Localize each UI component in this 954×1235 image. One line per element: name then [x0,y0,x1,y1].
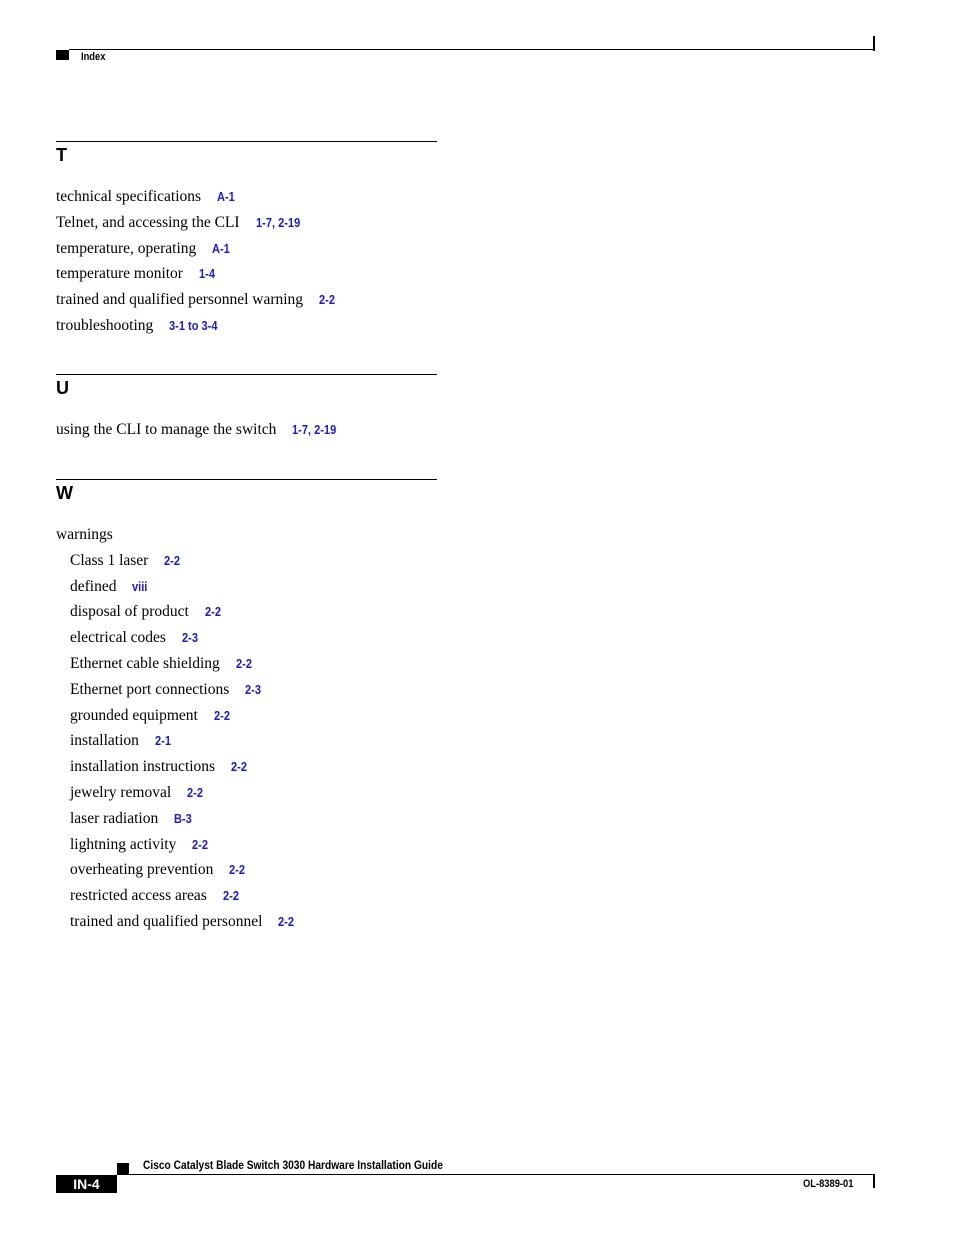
entry-page-link[interactable]: 2-2 [204,604,221,620]
entry-term: grounded equipment [70,706,198,724]
footer-page-number: IN-4 [56,1175,117,1193]
index-subentry [56,835,437,861]
entry-term: trained and qualified personnel [70,912,263,930]
entry-term: temperature monitor [56,265,183,283]
index-section-u [56,374,437,446]
index-subentry [56,809,437,835]
index-subentry [56,680,437,706]
index-subentry [56,577,437,603]
entry-term: Ethernet port connections [70,680,230,698]
section-rule [56,479,437,480]
entry-term: temperature, operating [56,239,197,257]
index-entry [56,420,437,446]
entry-term: defined [70,577,117,595]
entry-page-link[interactable]: 2-2 [164,552,181,568]
entry-list [56,187,437,342]
section-rule [56,141,437,142]
entry-page-link[interactable]: B-3 [174,810,193,826]
index-entry [56,187,437,213]
index-subentry [56,886,437,912]
entry-page-link[interactable]: A-1 [217,189,235,204]
entry-term: installation instructions [70,758,216,776]
footer-rule [117,1174,875,1175]
entry-page-link[interactable]: 2-2 [235,655,252,671]
entry-term: using the CLI to manage the switch [56,421,277,438]
entry-page-link[interactable]: 2-2 [231,759,248,775]
index-subentry [56,706,437,732]
section-rule [56,374,437,375]
section-letter: T [56,145,67,165]
index-subentry [56,757,437,783]
entry-term: Class 1 laser [70,551,149,569]
index-subentry [56,654,437,680]
entry-term: laser radiation [70,809,159,827]
entry-term: restricted access areas [70,887,207,905]
entry-term: Ethernet cable shielding [70,654,220,672]
section-letter: W [56,483,73,503]
entry-term: warnings [56,526,113,543]
entry-term: lightning activity [70,835,177,853]
entry-term: trained and qualified personnel warning [56,291,304,309]
entry-page-link[interactable]: 1-7, 2-19 [292,422,337,437]
entry-term: overheating prevention [70,861,214,879]
header-marker-block [56,50,69,60]
entry-term: Telnet, and accessing the CLI [56,213,240,231]
entry-page-link[interactable]: 2-2 [278,913,295,929]
entry-term: jewelry removal [70,783,172,801]
entry-page-link[interactable]: 2-2 [187,784,204,800]
index-subentry [56,551,437,577]
index-entry [56,290,437,316]
entry-term: technical specifications [56,188,202,205]
index-subentry [56,731,437,757]
entry-page-link[interactable]: 2-3 [181,630,198,646]
header-label: Index [81,51,106,63]
footer-marker-block [117,1163,129,1174]
index-entry [56,213,437,239]
index-entry [56,316,437,342]
entry-page-link[interactable]: 2-2 [229,862,246,878]
index-entry [56,239,437,265]
entry-list [56,420,437,446]
footer-doc-number: OL-8389-01 [803,1178,854,1190]
index-subentry [56,783,437,809]
entry-term: troubleshooting [56,316,154,334]
entry-page-link[interactable]: 2-2 [213,707,230,723]
entry-page-link[interactable]: A-1 [212,240,231,256]
index-subentry [56,860,437,886]
header-rule [69,49,875,50]
entry-page-link[interactable]: 1-4 [198,266,215,282]
entry-term: electrical codes [70,629,166,647]
index-entry [56,525,437,551]
index-subentry [56,602,437,628]
index-section-t [56,141,437,342]
entry-term: disposal of product [70,603,189,621]
entry-term: installation [70,732,139,750]
entry-page-link[interactable]: 2-2 [319,292,336,308]
entry-page-link[interactable]: 2-2 [192,836,209,852]
entry-list [56,525,437,938]
entry-page-link[interactable]: 3-1 to 3-4 [169,317,218,333]
entry-page-link[interactable]: 2-3 [245,681,262,697]
index-subentry [56,628,437,654]
footer-edge-tick [873,1174,875,1188]
entry-page-link[interactable]: viii [132,578,148,594]
section-letter: U [56,378,69,398]
footer-book-title: Cisco Catalyst Blade Switch 3030 Hardware Installation Guide [143,1158,443,1172]
entry-page-link[interactable]: 1-7, 2-19 [255,214,300,230]
index-section-w [56,479,437,938]
header-edge-tick [873,36,875,51]
entry-page-link[interactable]: 2-2 [222,888,239,904]
index-subentry [56,912,437,938]
entry-page-link[interactable]: 2-1 [154,733,171,749]
index-entry [56,264,437,290]
